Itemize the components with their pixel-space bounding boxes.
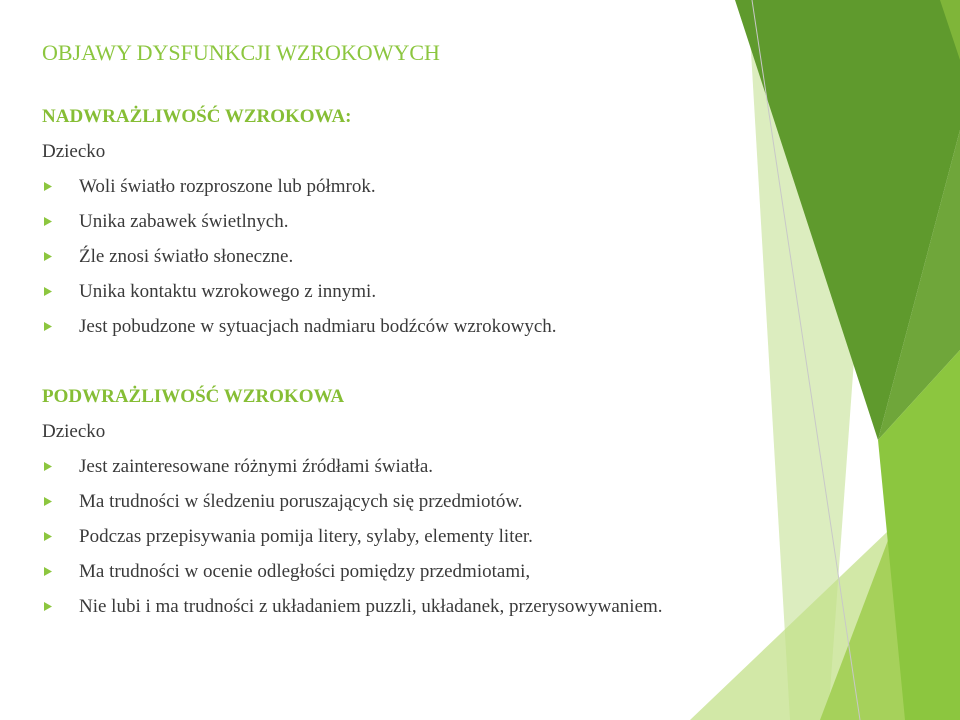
list-item-text: Podczas przepisywania pomija litery, sylaby, elementy liter.	[79, 526, 533, 547]
bullet-list-hypersensitivity	[42, 176, 557, 351]
facet-light	[820, 350, 960, 720]
triangle-bullet-icon	[44, 322, 52, 331]
list-item-text: Jest pobudzone w sytuacjach nadmiaru bodźców wzrokowych.	[79, 316, 557, 337]
section-heading-hypersensitivity: NADWRAŻLIWOŚĆ WZROKOWA:	[42, 106, 352, 127]
list-item	[42, 491, 663, 526]
section-heading-hyposensitivity: PODWRAŻLIWOŚĆ WZROKOWA	[42, 386, 345, 407]
facet-pale	[748, 0, 880, 720]
list-item-text: Ma trudności w ocenie odległości pomiędzy przedmiotami,	[79, 561, 531, 582]
list-item-text: Woli światło rozproszone lub półmrok.	[79, 176, 376, 197]
list-item	[42, 526, 663, 561]
list-item	[42, 316, 557, 351]
facet-divider-line	[752, 0, 860, 720]
facet-top-right	[940, 0, 960, 60]
facet-dark	[735, 0, 960, 440]
list-item	[42, 561, 663, 596]
list-item-text: Jest zainteresowane różnymi źródłami światła.	[79, 456, 434, 477]
facet-mid	[878, 130, 960, 440]
list-item	[42, 211, 557, 246]
triangle-bullet-icon	[44, 567, 52, 576]
triangle-bullet-icon	[44, 217, 52, 226]
triangle-bullet-icon	[44, 252, 52, 261]
slide-title: OBJAWY DYSFUNKCJI WZROKOWYCH	[42, 40, 440, 65]
bullet-list-hyposensitivity	[42, 456, 663, 631]
list-item	[42, 596, 663, 631]
section-subject-hyposensitivity: Dziecko	[42, 421, 106, 442]
list-item	[42, 246, 557, 281]
triangle-bullet-icon	[44, 602, 52, 611]
triangle-bullet-icon	[44, 532, 52, 541]
triangle-bullet-icon	[44, 182, 52, 191]
list-item	[42, 456, 663, 491]
list-item-text: Unika zabawek świetlnych.	[79, 211, 289, 232]
section-subject-hypersensitivity: Dziecko	[42, 141, 106, 162]
list-item-text: Ma trudności w śledzeniu poruszających się przedmiotów.	[79, 491, 523, 512]
triangle-bullet-icon	[44, 287, 52, 296]
triangle-bullet-icon	[44, 497, 52, 506]
list-item	[42, 176, 557, 211]
triangle-bullet-icon	[44, 462, 52, 471]
list-item-text: Nie lubi i ma trudności z układaniem puzzli, układanek, przerysowywaniem.	[79, 596, 663, 617]
facet-bright	[878, 350, 960, 720]
facet-light-lower	[690, 450, 960, 720]
list-item	[42, 281, 557, 316]
list-item-text: Unika kontaktu wzrokowego z innymi.	[79, 281, 377, 302]
list-item-text: Źle znosi światło słoneczne.	[79, 246, 294, 267]
